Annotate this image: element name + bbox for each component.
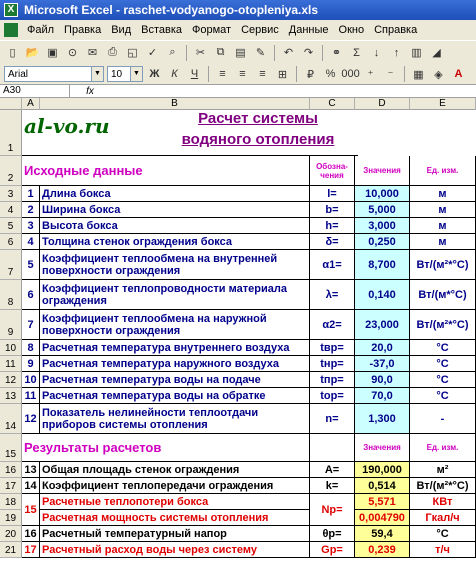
- param-symbol: k=: [310, 478, 355, 494]
- logo-text: al-vo.ru: [22, 110, 310, 156]
- result-description: Расчетные теплопотери бокса: [40, 494, 310, 510]
- result-description: Расчетный расход воды через систему: [40, 542, 310, 558]
- param-description: Толщина стенок ограждения бокса: [40, 234, 310, 250]
- row-header[interactable]: 15: [0, 434, 22, 462]
- result-unit: КВт: [410, 494, 476, 510]
- row-header[interactable]: 11: [0, 356, 22, 372]
- param-symbol: δ=: [310, 234, 355, 250]
- chart-wizard-icon[interactable]: ▥: [411, 47, 422, 59]
- param-description: Показатель нелинейности теплоотдачи приборов системы отопления: [40, 404, 310, 434]
- menu-window[interactable]: Окно: [338, 24, 365, 36]
- param-value-cell[interactable]: 20,0: [355, 340, 410, 356]
- result-value-cell[interactable]: 5,571: [355, 494, 410, 510]
- comma-style-icon[interactable]: 000: [341, 68, 360, 80]
- name-box-value: A30: [3, 85, 21, 96]
- email-icon[interactable]: ✉: [87, 47, 98, 59]
- save-icon[interactable]: ▣: [47, 47, 58, 59]
- excel-doc-icon[interactable]: [4, 23, 18, 37]
- param-symbol: tнр=: [310, 356, 355, 372]
- spelling-icon[interactable]: ✓: [147, 47, 158, 59]
- window-titlebar: [0, 0, 476, 20]
- param-unit: м: [410, 218, 476, 234]
- col-header-b[interactable]: B: [40, 98, 310, 110]
- row-header[interactable]: 10: [0, 340, 22, 356]
- align-right-icon[interactable]: ≡: [259, 68, 266, 80]
- excel-icon: X: [4, 3, 18, 17]
- row-header[interactable]: 12: [0, 372, 22, 388]
- font-name-value: Arial: [8, 68, 29, 80]
- currency-icon[interactable]: ₽: [307, 68, 314, 81]
- window-title: Microsoft Excel - raschet-vodyanogo-otopleniya.xls: [24, 3, 319, 17]
- row-header[interactable]: 3: [0, 186, 22, 202]
- col-value-header: Значения: [355, 434, 410, 462]
- chevron-down-icon: ▼: [130, 67, 142, 81]
- hyperlink-icon[interactable]: ⚭: [331, 47, 342, 59]
- param-symbol: l=: [310, 186, 355, 202]
- paste-icon[interactable]: ▤: [235, 47, 246, 59]
- row-number: 10: [22, 372, 40, 388]
- param-symbol: h=: [310, 218, 355, 234]
- menu-bar: [0, 20, 476, 40]
- name-box[interactable]: [0, 85, 70, 97]
- param-value-cell[interactable]: 0,140: [355, 280, 410, 310]
- row-header[interactable]: 19: [0, 510, 22, 526]
- menu-file[interactable]: Файл: [27, 24, 55, 36]
- param-value-cell[interactable]: 8,700: [355, 250, 410, 280]
- col-symbol-header: Обозна-чения: [310, 156, 355, 186]
- param-symbol: Gр=: [310, 542, 355, 558]
- result-unit: °С: [410, 526, 476, 542]
- row-header[interactable]: 13: [0, 388, 22, 404]
- row-header[interactable]: 21: [0, 542, 22, 558]
- chevron-down-icon: ▼: [91, 67, 103, 81]
- page-title-line2: водяного отопления: [181, 131, 335, 148]
- result-unit: м²: [410, 462, 476, 478]
- result-description: Расчетная мощность системы отопления: [40, 510, 310, 526]
- menu-format[interactable]: Формат: [192, 24, 232, 36]
- param-symbol: tвр=: [310, 340, 355, 356]
- select-all-corner[interactable]: [0, 98, 22, 110]
- row-number: 7: [22, 310, 40, 340]
- param-description: Расчетная температура воды на подаче: [40, 372, 310, 388]
- col-unit-header: Ед. изм.: [410, 156, 476, 186]
- param-symbol: tпр=: [310, 372, 355, 388]
- param-symbol: A=: [310, 462, 355, 478]
- section-input-heading: Исходные данные: [22, 156, 310, 186]
- autosum-icon[interactable]: Σ: [353, 46, 360, 59]
- font-name-select[interactable]: [4, 66, 104, 82]
- col-header-d[interactable]: D: [355, 98, 410, 110]
- param-description: Коэффициент теплообмена на внутренней поверхности ограждения: [40, 250, 310, 280]
- param-unit: °С: [410, 372, 476, 388]
- param-unit: °С: [410, 356, 476, 372]
- param-symbol: n=: [310, 404, 355, 434]
- merge-center-icon[interactable]: ⊞: [277, 68, 288, 81]
- row-number: 1: [22, 186, 40, 202]
- menu-edit[interactable]: Правка: [64, 24, 102, 36]
- result-value-cell[interactable]: 0,004790: [355, 510, 410, 526]
- row-number: 11: [22, 388, 40, 404]
- section-results-heading: Результаты расчетов: [22, 434, 310, 462]
- param-value-cell[interactable]: 0,250: [355, 234, 410, 250]
- sort-desc-icon[interactable]: ↑: [393, 46, 400, 59]
- param-symbol: Np=: [310, 494, 355, 526]
- italic-icon[interactable]: К: [171, 68, 178, 80]
- decrease-decimal-icon[interactable]: ⁻: [387, 68, 394, 81]
- row-header[interactable]: 17: [0, 478, 22, 494]
- param-value-cell[interactable]: 10,000: [355, 186, 410, 202]
- menu-data[interactable]: Данные: [288, 24, 329, 36]
- align-center-icon[interactable]: ≡: [239, 68, 246, 80]
- result-description: Коэффициент теплопередачи ограждения: [40, 478, 310, 494]
- row-number: 2: [22, 202, 40, 218]
- formula-bar: [0, 84, 476, 98]
- param-unit: м: [410, 202, 476, 218]
- result-description: Расчетный температурный напор: [40, 526, 310, 542]
- row-number: 9: [22, 356, 40, 372]
- row-header[interactable]: 7: [0, 250, 22, 280]
- row-header[interactable]: 1: [0, 110, 22, 156]
- param-symbol: λ=: [310, 280, 355, 310]
- permission-icon[interactable]: ⊙: [67, 47, 78, 59]
- row-header[interactable]: 20: [0, 526, 22, 542]
- param-value-cell[interactable]: -37,0: [355, 356, 410, 372]
- standard-toolbar: [0, 40, 476, 64]
- col-value-header: Значения: [355, 156, 410, 186]
- param-description: Коэффициент теплопроводности материала ограждения: [40, 280, 310, 310]
- param-symbol: b=: [310, 202, 355, 218]
- percent-icon[interactable]: %: [325, 68, 336, 80]
- param-symbol: θр=: [310, 526, 355, 542]
- page-title-line1: Расчет системы: [198, 110, 318, 127]
- row-header[interactable]: 16: [0, 462, 22, 478]
- font-color-icon[interactable]: A: [454, 68, 463, 80]
- param-value-cell[interactable]: 3,000: [355, 218, 410, 234]
- result-value-cell[interactable]: 190,000: [355, 462, 410, 478]
- result-value-cell[interactable]: 0,239: [355, 542, 410, 558]
- row-number: 6: [22, 280, 40, 310]
- param-value-cell[interactable]: 5,000: [355, 202, 410, 218]
- row-header[interactable]: 6: [0, 234, 22, 250]
- param-description: Расчетная температура внутреннего воздуха: [40, 340, 310, 356]
- row-number: 13: [22, 462, 40, 478]
- param-symbol: α2=: [310, 310, 355, 340]
- menu-tools[interactable]: Сервис: [241, 24, 279, 36]
- menu-help[interactable]: Справка: [374, 24, 418, 36]
- param-symbol: tор=: [310, 388, 355, 404]
- row-header[interactable]: 8: [0, 280, 22, 310]
- param-description: Высота бокса: [40, 218, 310, 234]
- param-description: Ширина бокса: [40, 202, 310, 218]
- borders-icon[interactable]: ▦: [413, 68, 424, 81]
- bold-icon[interactable]: Ж: [149, 68, 160, 80]
- row-number: 17: [22, 542, 40, 558]
- align-left-icon[interactable]: ≡: [219, 68, 226, 80]
- cut-icon[interactable]: ✂: [195, 47, 206, 59]
- new-icon[interactable]: ▯: [9, 47, 16, 59]
- font-size-value: 10: [111, 68, 123, 80]
- col-header-a[interactable]: A: [22, 98, 40, 110]
- menu-insert[interactable]: Вставка: [141, 24, 183, 36]
- param-description: Расчетная температура наружного воздуха: [40, 356, 310, 372]
- row-header[interactable]: 9: [0, 310, 22, 340]
- result-value-cell[interactable]: 59,4: [355, 526, 410, 542]
- param-unit: °С: [410, 340, 476, 356]
- row-header[interactable]: 4: [0, 202, 22, 218]
- param-description: Расчетная температура воды на обратке: [40, 388, 310, 404]
- param-unit: Вт/(м²*°С): [410, 250, 476, 280]
- param-description: Длина бокса: [40, 186, 310, 202]
- row-number: 3: [22, 218, 40, 234]
- fx-icon[interactable]: fx: [86, 85, 94, 97]
- param-value-cell[interactable]: 1,300: [355, 404, 410, 434]
- row-number: 16: [22, 526, 40, 542]
- result-unit: Вт/(м²*°С): [410, 478, 476, 494]
- param-unit: м: [410, 234, 476, 250]
- formatting-toolbar: [0, 64, 476, 84]
- row-number: 5: [22, 250, 40, 280]
- result-unit: т/ч: [410, 542, 476, 558]
- param-unit: Вт/(м*°С): [410, 280, 476, 310]
- param-value-cell[interactable]: 70,0: [355, 388, 410, 404]
- row-number: 15: [22, 494, 40, 526]
- fill-color-icon[interactable]: ◈: [434, 68, 443, 81]
- formula-input[interactable]: [110, 85, 476, 97]
- menu-view[interactable]: Вид: [111, 24, 132, 36]
- param-unit: Вт/(м²*°С): [410, 310, 476, 340]
- format-painter-icon[interactable]: ✎: [255, 47, 266, 59]
- worksheet[interactable]: [0, 98, 476, 568]
- title-block: [158, 110, 358, 156]
- param-value-cell[interactable]: 90,0: [355, 372, 410, 388]
- col-header-c[interactable]: C: [310, 98, 355, 110]
- undo-icon[interactable]: ↶: [283, 47, 294, 59]
- font-size-select[interactable]: [107, 66, 143, 82]
- row-header[interactable]: 2: [0, 156, 22, 186]
- col-symbol-header: [310, 434, 355, 462]
- param-unit: м: [410, 186, 476, 202]
- row-header[interactable]: 14: [0, 404, 22, 434]
- underline-icon[interactable]: Ч: [190, 68, 199, 80]
- result-value-cell[interactable]: 0,514: [355, 478, 410, 494]
- redo-icon[interactable]: ↷: [303, 47, 314, 59]
- param-unit: °С: [410, 388, 476, 404]
- param-description: Коэффициент теплообмена на наружной поверхности ограждения: [40, 310, 310, 340]
- row-number: 12: [22, 404, 40, 434]
- research-icon[interactable]: ⌕: [169, 46, 176, 58]
- drawing-icon[interactable]: ◢: [432, 47, 441, 59]
- param-value-cell[interactable]: 23,000: [355, 310, 410, 340]
- col-header-e[interactable]: E: [410, 98, 476, 110]
- row-number: 4: [22, 234, 40, 250]
- param-unit: -: [410, 404, 476, 434]
- param-symbol: α1=: [310, 250, 355, 280]
- print-icon[interactable]: ⎙: [108, 46, 117, 58]
- print-preview-icon[interactable]: ◱: [127, 47, 138, 59]
- row-header[interactable]: 5: [0, 218, 22, 234]
- result-unit: Гкал/ч: [410, 510, 476, 526]
- increase-decimal-icon[interactable]: ⁺: [367, 68, 374, 81]
- copy-icon[interactable]: ⧉: [216, 46, 225, 58]
- row-number: 14: [22, 478, 40, 494]
- col-unit-header: Ед. изм.: [410, 434, 476, 462]
- row-number: 8: [22, 340, 40, 356]
- row-header[interactable]: 18: [0, 494, 22, 510]
- open-icon[interactable]: 📂: [25, 47, 40, 59]
- sort-asc-icon[interactable]: ↓: [373, 46, 380, 59]
- result-description: Общая площадь стенок ограждения: [40, 462, 310, 478]
